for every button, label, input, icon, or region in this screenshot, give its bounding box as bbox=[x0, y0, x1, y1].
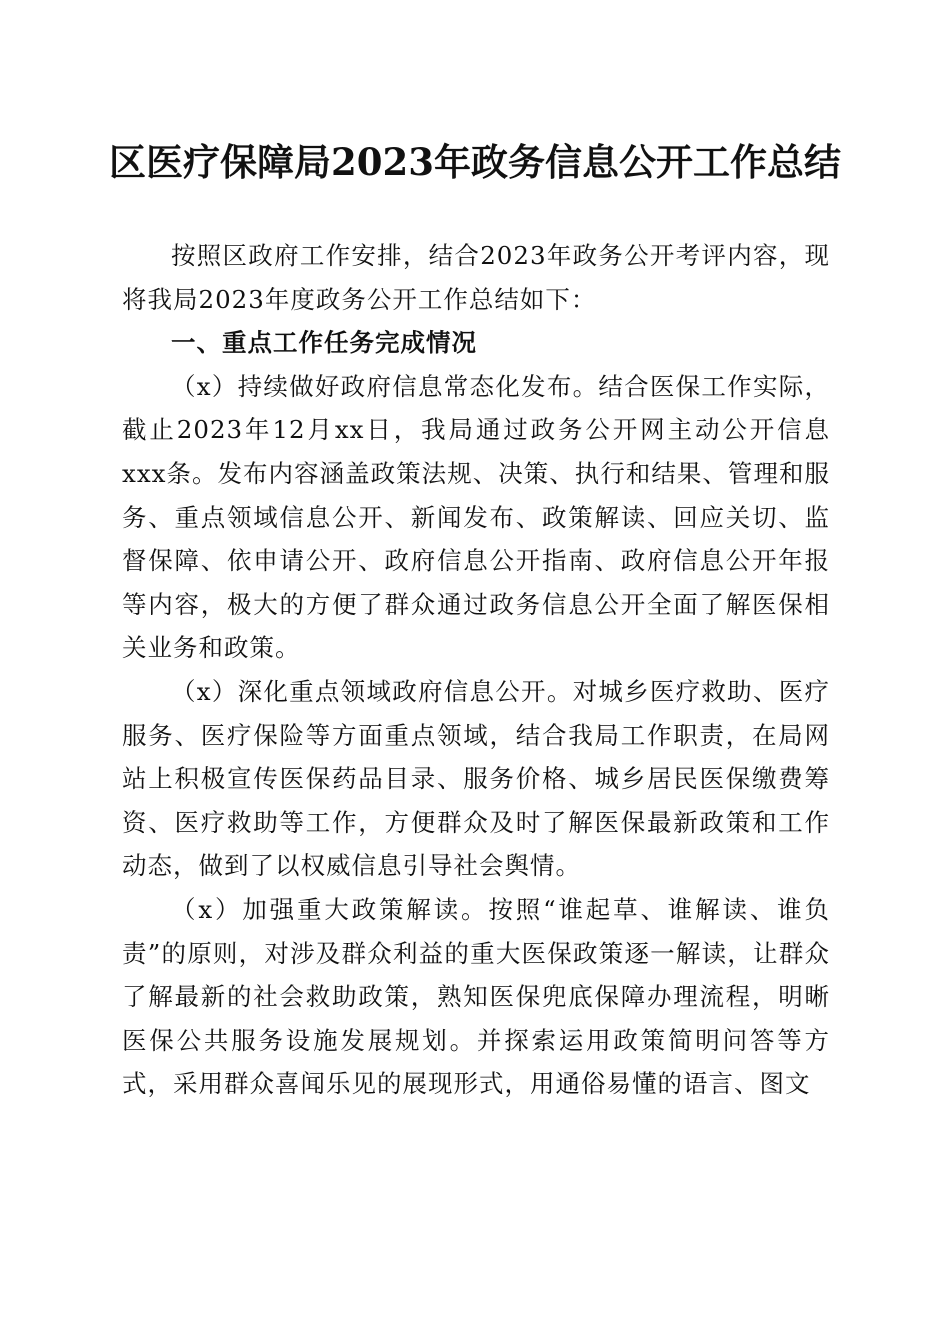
paragraph-1: （x）持续做好政府信息常态化发布。结合医保工作实际，截止2023年12月xx日，我局通过政务公开网主动公开信息xxx条。发布内容涵盖政策法规、决策、执行和结果、管理和服务、重点领域信息公开、新闻发布、政策解读、回应关切、监督保障、依申请公开、政府信息公开指南、政府信息公开年报等内容，极大的方便了群众通过政务信息公开全面了解医保相关业务和政策。 bbox=[122, 371, 830, 663]
document-body bbox=[122, 234, 830, 1106]
intro-paragraph: 按照区政府工作安排，结合2023年政务公开考评内容，现将我局2023年度政务公开工作总结如下： bbox=[122, 241, 830, 314]
paragraph-3: （x）加强重大政策解读。按照“谁起草、谁解读、谁负责”的原则，对涉及群众利益的重大医保政策逐一解读，让群众了解最新的社会救助政策，熟知医保兜底保障办理流程，明晰医保公共服务设施发展规划。并探索运用政策简明问答等方式，采用群众喜闻乐见的展现形式，用通俗易懂的语言、图文 bbox=[122, 894, 830, 1099]
paragraph-2: （x）深化重点领域政府信息公开。对城乡医疗救助、医疗服务、医疗保险等方面重点领域，结合我局工作职责，在局网站上积极宣传医保药品目录、服务价格、城乡居民医保缴费筹资、医疗救助等工作，方便群众及时了解医保最新政策和工作动态，做到了以权威信息引导社会舆情。 bbox=[122, 676, 830, 881]
section-heading: 一、重点工作任务完成情况 bbox=[171, 328, 477, 358]
document-title: 区医疗保障局2023年政务信息公开工作总结 bbox=[109, 140, 841, 184]
